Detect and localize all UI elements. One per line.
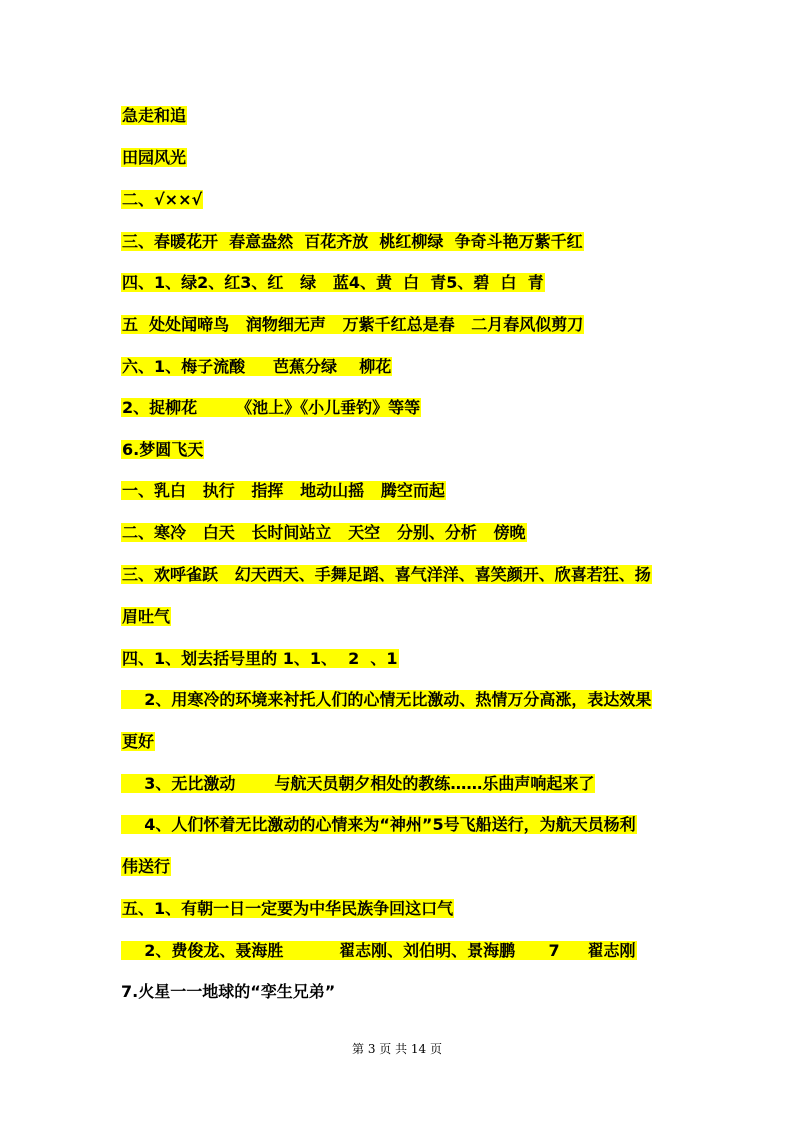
highlighted-text: 6.梦圆飞天 — [122, 440, 204, 459]
text-line — [121, 522, 527, 544]
heading-text: 7.火星一一地球的“孪生兄弟” — [121, 982, 336, 1001]
text-line — [121, 689, 652, 711]
highlighted-text: 二、√××√ — [122, 190, 203, 209]
text-line — [121, 731, 155, 753]
text-line — [121, 898, 454, 920]
text-line — [121, 356, 392, 378]
highlighted-text: 3、无比激动 与航天员朝夕相处的教练……乐曲声响起来了 — [122, 774, 595, 793]
text-line — [121, 105, 187, 127]
highlighted-text: 三、欢呼雀跃 幻天西天、手舞足蹈、喜气洋洋、喜笑颜开、欣喜若狂、扬 — [122, 565, 651, 584]
text-line — [121, 480, 446, 502]
section-heading — [121, 439, 204, 461]
text-line — [121, 564, 652, 586]
text-line — [121, 940, 637, 962]
highlighted-text: 六、1、梅子流酸 芭蕉分绿 柳花 — [122, 357, 392, 376]
highlighted-text: 一、乳白 执行 指挥 地动山摇 腾空而起 — [122, 481, 445, 500]
highlighted-text: 四、1、绿2、红3、红 绿 蓝4、黄 白 青5、碧 白 青 — [122, 273, 544, 292]
highlighted-text: 五 处处闻啼鸟 润物细无声 万紫千红总是春 二月春风似剪刀 — [122, 315, 584, 334]
text-line — [121, 147, 187, 169]
highlighted-text: 四、1、划去括号里的 1、1、 2 、1 — [122, 649, 398, 668]
text-line — [121, 814, 637, 836]
highlighted-text: 急走和追 — [122, 106, 187, 125]
highlighted-text: 五、1、有朝一日一定要为中华民族争回这口气 — [122, 899, 454, 918]
text-line — [121, 648, 399, 670]
text-line — [121, 397, 421, 419]
highlighted-text: 田园风光 — [122, 148, 187, 167]
text-line — [121, 606, 171, 628]
text-line — [121, 773, 595, 795]
text-line — [121, 856, 171, 878]
highlighted-text: 2、捉柳花 《池上》《小儿垂钓》等等 — [122, 398, 421, 417]
highlighted-text: 2、费俊龙、聂海胜 翟志刚、刘伯明、景海鹏 7 翟志刚 — [122, 941, 636, 960]
highlighted-text: 伟送行 — [122, 857, 171, 876]
highlighted-text: 三、春暖花开 春意盎然 百花齐放 桃红柳绿 争奇斗艳万紫千红 — [122, 232, 583, 251]
text-line — [121, 231, 584, 253]
highlighted-text: 4、人们怀着无比激动的心情来为“神州”5号飞船送行，为航天员杨利 — [122, 815, 636, 834]
section-heading — [121, 981, 335, 1003]
page-footer: 第 3 页 共 14 页 — [352, 1042, 442, 1056]
highlighted-text: 二、寒冷 白天 长时间站立 天空 分别、分析 傍晚 — [122, 523, 526, 542]
highlighted-text: 更好 — [122, 732, 155, 751]
highlighted-text: 2、用寒冷的环境来衬托人们的心情无比激动、热情万分高涨，表达效果 — [122, 690, 652, 709]
text-line — [121, 189, 203, 211]
highlighted-text: 眉吐气 — [122, 607, 171, 626]
text-line — [121, 314, 584, 336]
text-line — [121, 272, 545, 294]
